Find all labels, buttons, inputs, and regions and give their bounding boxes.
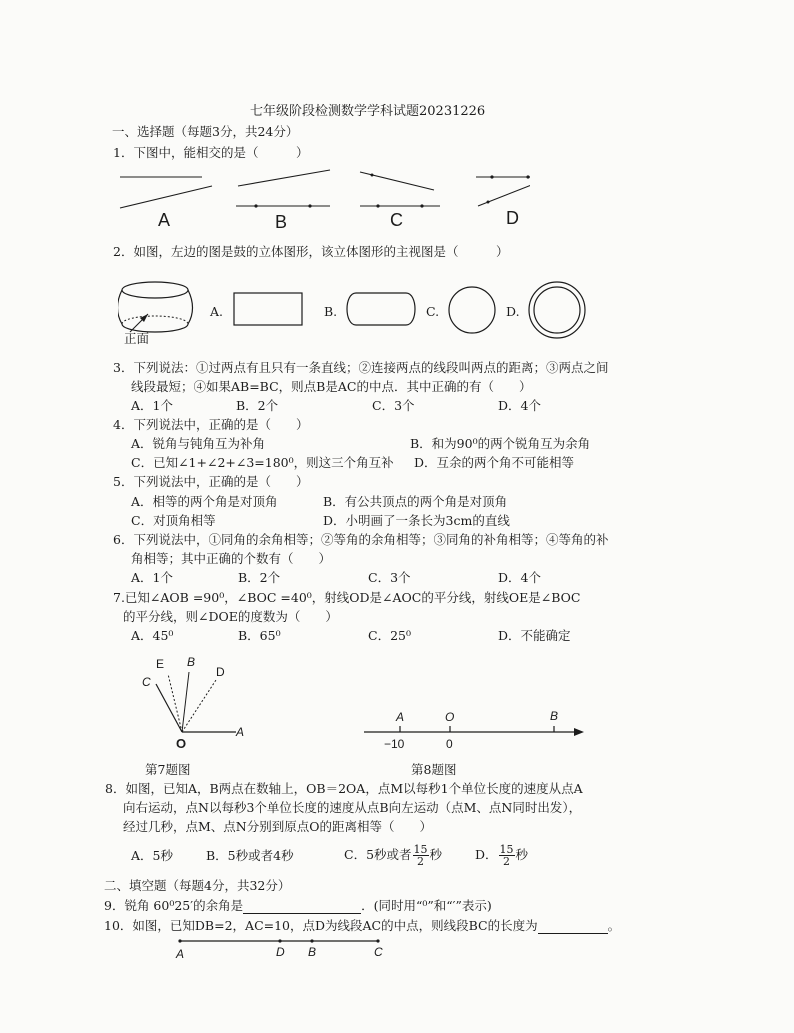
q8-option-c-denominator: 2	[417, 855, 425, 868]
q8-option-d-numerator: 15	[499, 843, 514, 856]
q7-line-2: 的平分线，则∠DOE的度数为（ ）	[123, 609, 338, 624]
q8-option-d-fraction	[499, 844, 515, 867]
q5-stem: 5．下列说法中，正确的是（ ）	[113, 474, 309, 489]
q7-caption: 第7题图	[145, 762, 191, 777]
q7-figure	[134, 652, 264, 752]
exam-title: 七年级阶段检测数学学科试题20231226	[250, 104, 486, 119]
q10-suffix: 。	[607, 918, 621, 933]
q7-ray-ob	[182, 672, 189, 732]
q3-line-2: 线段最短；④如果AB=BC，则点B是AC的中点．其中正确的有（ ）	[131, 379, 532, 394]
q3-line-1: 3．下列说法：①过两点有且只有一条直线；②连接两点的线段叫两点的距离；③两点之间	[113, 360, 609, 375]
q2-front-label: 正面	[124, 331, 150, 346]
q8-line-1: 8．如图，已知A，B两点在数轴上，OB＝2OA，点M以每秒1个单位长度的速度从点A	[105, 781, 583, 796]
q2-option-d-inner-circle	[534, 287, 580, 333]
q4-stem: 4．下列说法中，正确的是（ ）	[113, 417, 309, 432]
q5-option-a: A．相等的两个角是对顶角	[131, 494, 278, 509]
q8-number-line	[360, 706, 590, 756]
q2-drum-hidden-edge	[122, 316, 188, 324]
q10-label-b: B	[308, 945, 317, 959]
q10-point-d	[278, 939, 281, 942]
q6-option-c: C．3个	[368, 570, 411, 585]
q1-a-segment-2	[120, 186, 212, 208]
q8-option-b: B．5秒或者4秒	[206, 848, 294, 863]
q10-figure	[170, 932, 390, 966]
q7-label-b: B	[187, 655, 196, 669]
q6-option-b: B．2个	[238, 570, 281, 585]
q8-option-c-fraction	[413, 844, 429, 867]
q2-option-c-label: C.	[426, 304, 440, 319]
q6-line-1: 6．下列说法中，①同角的余角相等；②等角的余角相等；③同角的补角相等；④等角的补	[113, 532, 609, 547]
q2-option-a-label: A.	[210, 304, 224, 319]
q1-d-point-3	[487, 201, 490, 204]
q7-label-o: O	[176, 736, 187, 751]
q4-option-b: B．和为90⁰的两个锐角互为余角	[410, 436, 591, 451]
q7-ray-oe	[168, 674, 182, 732]
q2-option-b-barrel	[347, 293, 415, 325]
q8-option-c-numerator: 15	[413, 843, 428, 856]
q2-option-d-outer-circle	[529, 282, 585, 338]
q1-b-point-1	[254, 204, 257, 207]
q1-d-point-1	[490, 175, 493, 178]
q4-option-d: D．互余的两个角不可能相等	[414, 455, 575, 470]
q6-option-d: D．4个	[498, 570, 541, 585]
q4-option-a: A．锐角与钝角互为补角	[131, 436, 266, 451]
q2-option-a-rectangle	[234, 293, 302, 325]
q1-d-point-2	[526, 175, 529, 178]
q8-tick-label-o: 0	[446, 737, 453, 751]
q8-line-3: 经过几秒，点M、点N分别到原点O的距离相等（ ）	[123, 819, 432, 834]
q2-drum-left-side	[118, 290, 122, 324]
q8-option-d	[475, 840, 528, 870]
q10-label-c: C	[374, 945, 383, 959]
q3-option-a: A．1个	[131, 398, 173, 413]
q10-label-a: A	[176, 947, 185, 961]
q9-suffix: ．(同时用“⁰”和“′”表示)	[361, 898, 492, 913]
q7-ray-oc	[156, 684, 182, 732]
q1-label-b: B	[275, 212, 288, 232]
q5-option-b: B．有公共顶点的两个角是对顶角	[323, 494, 508, 509]
section-1-heading: 一、选择题（每题3分，共24分）	[112, 124, 299, 139]
q1-label-a: A	[158, 210, 171, 230]
q7-option-c: C．25⁰	[368, 628, 411, 643]
q4-option-c: C．已知∠1+∠2+∠3=180⁰，则这三个角互补	[131, 455, 394, 470]
q3-option-d: D．4个	[498, 398, 541, 413]
q1-b-ray	[238, 170, 330, 186]
q8-option-c-suffix: 秒	[429, 847, 443, 862]
q7-label-a: A	[236, 725, 245, 739]
q1-stem: 1．下图中，能相交的是（ ）	[113, 145, 309, 160]
q1-c-point-2	[376, 204, 379, 207]
q8-option-d-denominator: 2	[503, 855, 511, 868]
q2-option-d-label: D.	[506, 304, 520, 319]
q8-caption: 第8题图	[411, 762, 457, 777]
q10-point-b	[310, 939, 313, 942]
q10-prefix: 10．如图，已知DB=2，AC=10，点D为线段AC的中点，则线段BC的长度为	[104, 918, 538, 933]
q7-option-b: B．65⁰	[238, 628, 281, 643]
q6-line-2: 角相等；其中正确的个数有（ ）	[131, 551, 332, 566]
q10-point-a	[178, 939, 181, 942]
q7-option-d: D．不能确定	[498, 628, 571, 643]
q7-option-a: A．45⁰	[131, 628, 174, 643]
q1-b-point-2	[308, 204, 311, 207]
q8-option-c	[344, 840, 442, 870]
q2-stem: 2．如图，左边的图是鼓的立体图形，该立体图形的主视图是（ ）	[113, 244, 509, 259]
q1-label-d: D	[506, 208, 519, 228]
q2-figure	[118, 278, 598, 348]
q8-label-b: B	[550, 709, 559, 723]
q3-option-c: C．3个	[372, 398, 415, 413]
q10-answer-blank[interactable]	[538, 919, 608, 934]
q10-point-c	[376, 939, 379, 942]
q1-label-c: C	[390, 210, 403, 230]
q2-drum-top	[122, 282, 188, 298]
q9-answer-blank[interactable]	[243, 899, 361, 914]
q10-label-d: D	[276, 945, 285, 959]
q8-option-a: A．5秒	[131, 848, 173, 863]
q1-c-point-3	[420, 204, 423, 207]
section-2-heading: 二、填空题（每题4分，共32分）	[104, 878, 291, 893]
q7-label-d: D	[216, 665, 225, 679]
q8-line-2: 向右运动，点N以每秒3个单位长度的速度从点B向左运动（点M、点N同时出发），	[123, 800, 582, 815]
q7-label-e: E	[156, 657, 165, 671]
q8-label-a: A	[396, 710, 405, 724]
q8-axis-arrow	[574, 728, 584, 736]
q6-option-a: A．1个	[131, 570, 173, 585]
q9-prefix: 9．锐角 60⁰25′的余角是	[104, 898, 244, 913]
q1-c-point-1	[371, 174, 374, 177]
q8-tick-label-a: −10	[384, 737, 405, 751]
q8-label-o: O	[445, 710, 455, 724]
q3-option-b: B．2个	[236, 398, 279, 413]
q7-label-c: C	[142, 675, 151, 689]
q5-option-d: D．小明画了一条长为3cm的直线	[323, 513, 510, 528]
q1-figure	[110, 166, 530, 232]
q8-option-d-suffix: 秒	[515, 847, 529, 862]
q1-d-segment	[478, 184, 530, 206]
q2-drum-right-side	[188, 290, 193, 324]
q7-line-1: 7.已知∠AOB =90⁰，∠BOC =40⁰，射线OD是∠AOC的平分线，射线OE是∠BOC	[113, 590, 581, 605]
q2-option-c-circle	[449, 287, 495, 333]
q5-option-c: C．对顶角相等	[131, 513, 216, 528]
q8-option-c-prefix: C．5秒或者	[344, 847, 412, 862]
q8-option-d-prefix: D．	[475, 847, 498, 862]
q2-option-b-label: B.	[324, 304, 338, 319]
q9-line	[104, 898, 492, 914]
